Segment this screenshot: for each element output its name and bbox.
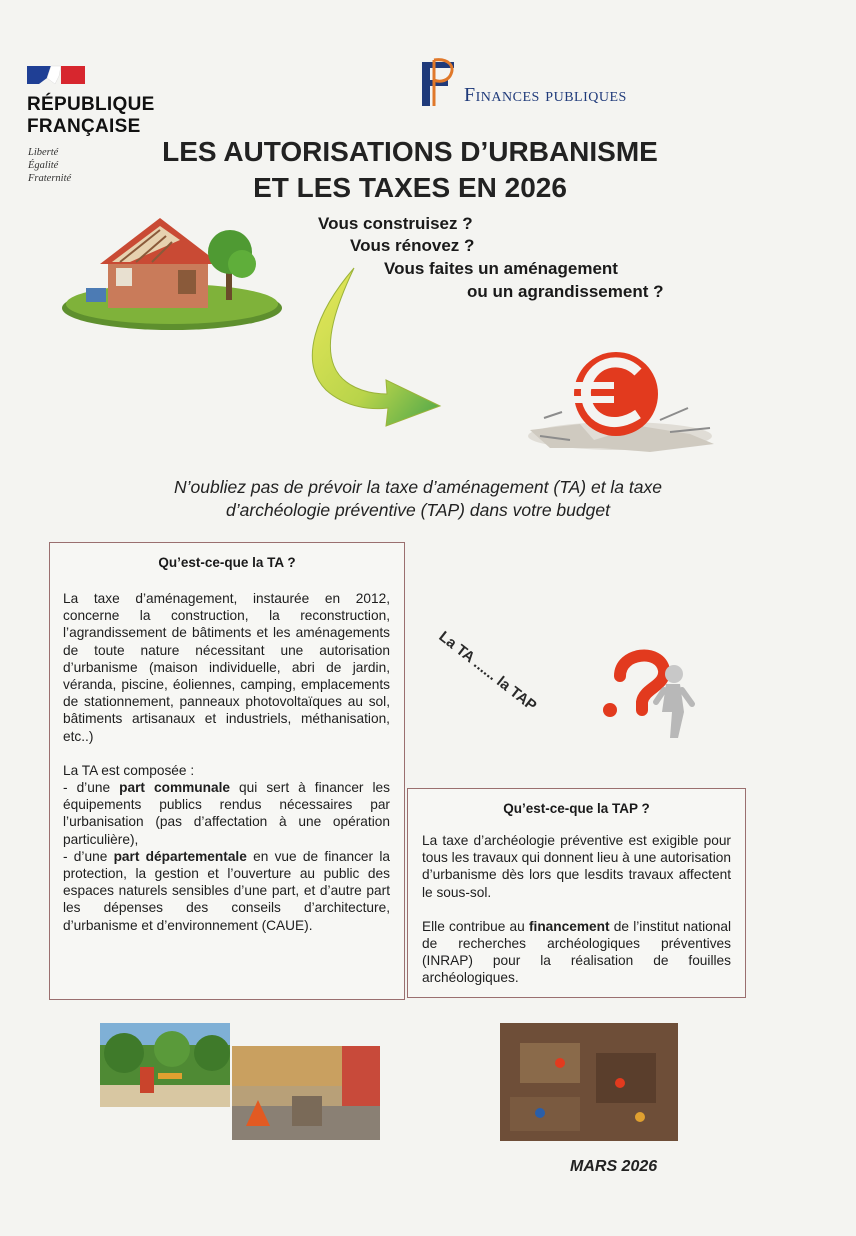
question-renover: Vous rénovez ? — [350, 236, 475, 255]
tap-heading: Qu’est-ce-que la TAP ? — [503, 801, 650, 816]
ta-part-departementale: - d’une part départementale en vue de financer la protection, la gestion et l’ouverture au public des espaces naturels sensibles d’une part, et d’autre part les dépenses des conseils d’architecture, d’urbanisme et d’environnement (CAUE). — [63, 848, 390, 933]
republique-francaise-title: RÉPUBLIQUE FRANÇAISE — [27, 94, 155, 137]
ta-part-communale: - d’une part communale qui sert à financer les équipements publics rendus nécessaires par l’urbanisation (pas d’affectation à une opération particulière), — [63, 780, 390, 847]
house-construction-illustration — [60, 208, 282, 340]
finances-publiques-logo-icon — [414, 56, 460, 110]
ta-composition-lead: La TA est composée : — [63, 762, 195, 778]
tax-reminder: N’oubliez pas de prévoir la taxe d’aménagement (TA) et la taxe d’archéologie préventive (TAP) dans votre budget — [174, 477, 662, 520]
roadworks-photo — [232, 1046, 380, 1140]
finances-publiques-logo-text: Finances publiques — [464, 84, 627, 106]
title-line-1: LES AUTORISATIONS D’URBANISME — [162, 136, 658, 167]
ta-heading: Qu’est-ce-que la TA ? — [158, 555, 296, 570]
tap-para-2: Elle contribue au financement de l’institut national de recherches archéologiques préventives (INRAP) pour la réalisation de fouilles archéologiques. — [422, 918, 731, 986]
ta-info-box — [49, 542, 405, 1000]
page-title — [110, 134, 710, 206]
archaeology-excavation-photo — [500, 1023, 678, 1141]
ta-intro: La taxe d’aménagement, instaurée en 2012, concerne la construction, la reconstruction, l’agrandissement de bâtiments et les aménagements de toute nature nécessitant une autorisation d’urbanisme (maison individuelle, abri de jardin, véranda, piscine, éoliennes, camping, emplacements de stationnement, panneaux photovoltaïques au sol, bâtiments artisanaux et industriels, méthanisation, etc..) — [63, 591, 390, 744]
question-construire: Vous construisez ? — [318, 214, 473, 233]
tap-info-box — [407, 788, 746, 998]
curved-arrow-icon — [296, 262, 446, 438]
playground-photo — [100, 1023, 230, 1107]
tap-para-1: La taxe d’archéologie préventive est exigible pour tous les travaux qui donnent lieu à une autorisation d’urbanisme dès lors que lesdits travaux affectent le sous-sol. — [422, 833, 731, 900]
title-line-2: ET LES TAXES EN 2026 — [253, 172, 567, 203]
publication-date: MARS 2026 — [570, 1158, 658, 1175]
republic-motto: Liberté Égalité Fraternité — [28, 147, 72, 184]
euro-breaking-ground-illustration — [520, 348, 720, 466]
question-amenagement: Vous faites un aménagement — [384, 259, 618, 278]
marianne-logo — [27, 64, 85, 86]
question-mark-figure-illustration — [600, 646, 704, 746]
question-agrandissement: ou un agrandissement ? — [467, 282, 664, 301]
ta-tap-tag: La TA ...... la TAP — [435, 628, 540, 715]
